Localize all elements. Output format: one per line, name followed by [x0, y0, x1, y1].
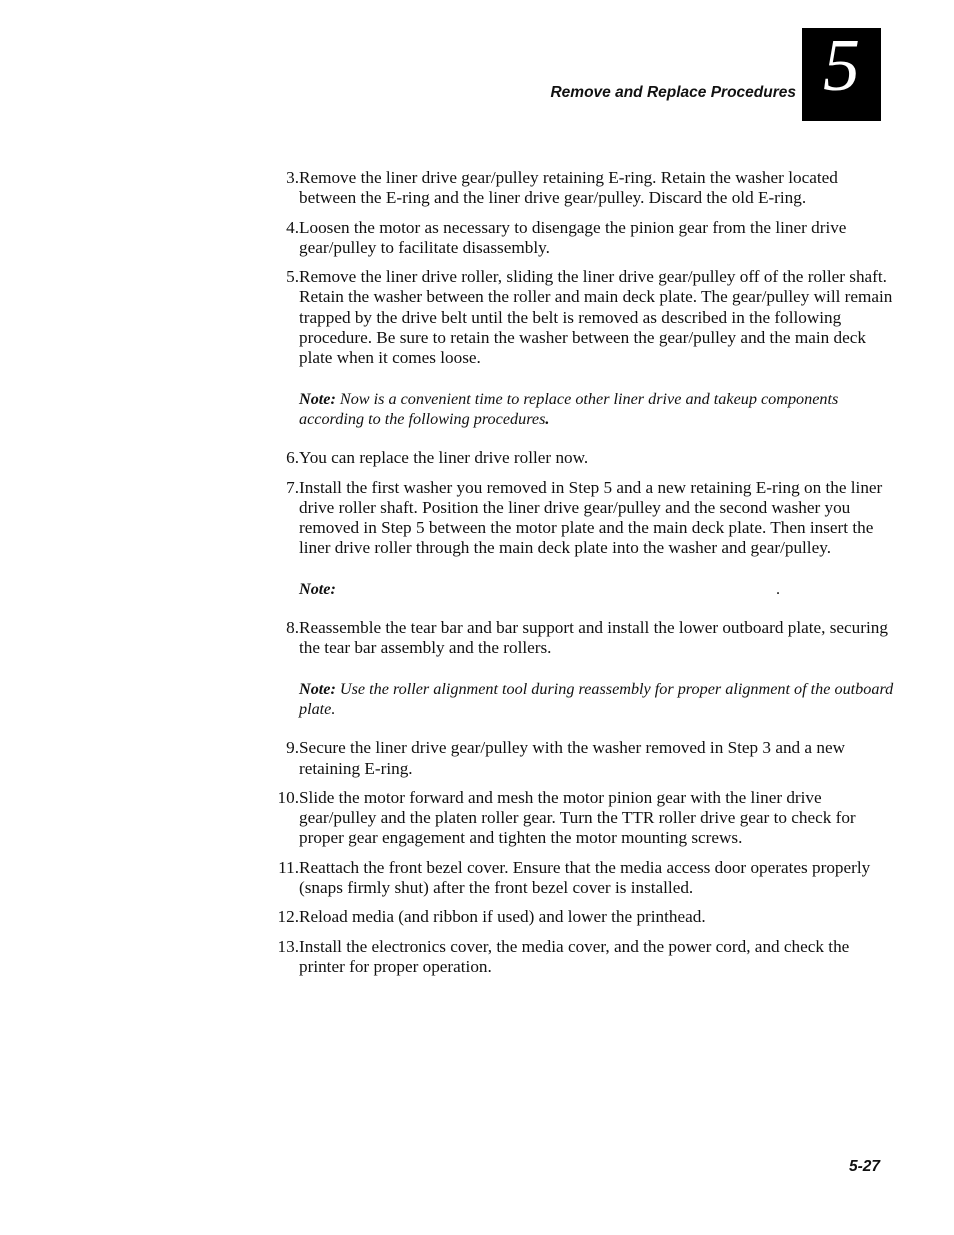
chapter-tab — [802, 25, 881, 121]
note-text: Now is a convenient time to replace other liner drive and takeup components according to the following procedures — [299, 389, 839, 428]
procedure-body — [256, 168, 896, 986]
note-text: Use the roller alignment tool during reassembly for proper alignment of the outboard plate. — [299, 679, 894, 718]
steps-group-b — [256, 448, 896, 558]
step-number: 6. — [286, 448, 299, 468]
step-number: 7. — [286, 477, 299, 497]
running-header: Remove and Replace Procedures — [550, 84, 796, 101]
step-text: Reload media (and ribbon if used) and lower the printhead. — [299, 907, 706, 927]
step-item — [256, 478, 896, 559]
note-convenient-time — [299, 389, 896, 430]
page-number: 5-27 — [848, 1158, 880, 1175]
step-number: 3. — [286, 168, 299, 187]
step-number: 11. — [278, 857, 299, 877]
step-text: Secure the liner drive gear/pulley with the washer removed in Step 3 and a new retaining E-ring. — [299, 738, 845, 778]
step-item — [256, 448, 896, 468]
note-label: Note: — [299, 579, 336, 598]
step-number: 4. — [286, 217, 299, 237]
note-blank — [299, 579, 896, 599]
step-item — [256, 858, 896, 899]
steps-group-c — [256, 618, 896, 659]
step-item — [256, 788, 896, 849]
note-alignment-tool — [299, 679, 896, 720]
step-text: Remove the liner drive gear/pulley retaining E-ring. Retain the washer located between the E-ring and the liner drive gear/pulley. Discard the old E-ring. — [299, 168, 838, 208]
note-label: Note: — [299, 679, 336, 698]
step-number: 9. — [286, 738, 299, 758]
step-number: 12. — [277, 907, 299, 927]
step-text: Slide the motor forward and mesh the motor pinion gear with the liner drive gear/pulley and the platen roller gear. Turn the TTR roller drive gear to check for proper gear engagement and tighten the motor mounting screws. — [299, 787, 856, 848]
step-number: 13. — [277, 936, 299, 956]
step-item — [256, 937, 896, 978]
note-end-period: . — [776, 579, 781, 598]
step-text: Loosen the motor as necessary to disengage the pinion gear from the liner drive gear/pulley to facilitate disassembly. — [299, 217, 847, 257]
step-item — [256, 168, 896, 209]
note-label: Note: — [299, 389, 336, 408]
step-text: Install the first washer you removed in Step 5 and a new retaining E-ring on the liner drive roller shaft. Position the liner drive gear/pulley and the second washer you removed in Step 5 between the motor plate and the main deck plate. Then insert the liner drive roller through the main deck plate into the washer and gear/pulley. — [299, 477, 883, 558]
chapter-number: 5 — [823, 25, 860, 107]
step-text: Reassemble the tear bar and bar support and install the lower outboard plate, securing the tear bar assembly and the rollers. — [299, 618, 888, 658]
step-number: 8. — [286, 618, 299, 638]
step-item — [256, 618, 896, 659]
step-number: 5. — [286, 267, 299, 287]
step-number: 10. — [277, 787, 299, 807]
steps-group-d — [256, 738, 896, 977]
step-item — [256, 267, 896, 368]
step-item — [256, 218, 896, 259]
step-item — [256, 738, 896, 779]
step-text: You can replace the liner drive roller now. — [299, 448, 589, 468]
step-text: Install the electronics cover, the media cover, and the power cord, and check the printer for proper operation. — [299, 936, 850, 976]
step-text: Reattach the front bezel cover. Ensure that the media access door operates properly (snaps firmly shut) after the front bezel cover is installed. — [299, 857, 871, 898]
step-text: Remove the liner drive roller, sliding the liner drive gear/pulley off of the roller shaft. Retain the washer between the roller and main deck plate. The gear/pulley will remain trapped by the drive belt until the belt is removed as described in the following procedure. Be sure to retain the washer between the gear/pulley and the main deck plate when it comes loose. — [299, 267, 893, 368]
note-end-period: . — [545, 409, 550, 428]
steps-group-a — [256, 168, 896, 369]
step-item — [256, 907, 896, 927]
